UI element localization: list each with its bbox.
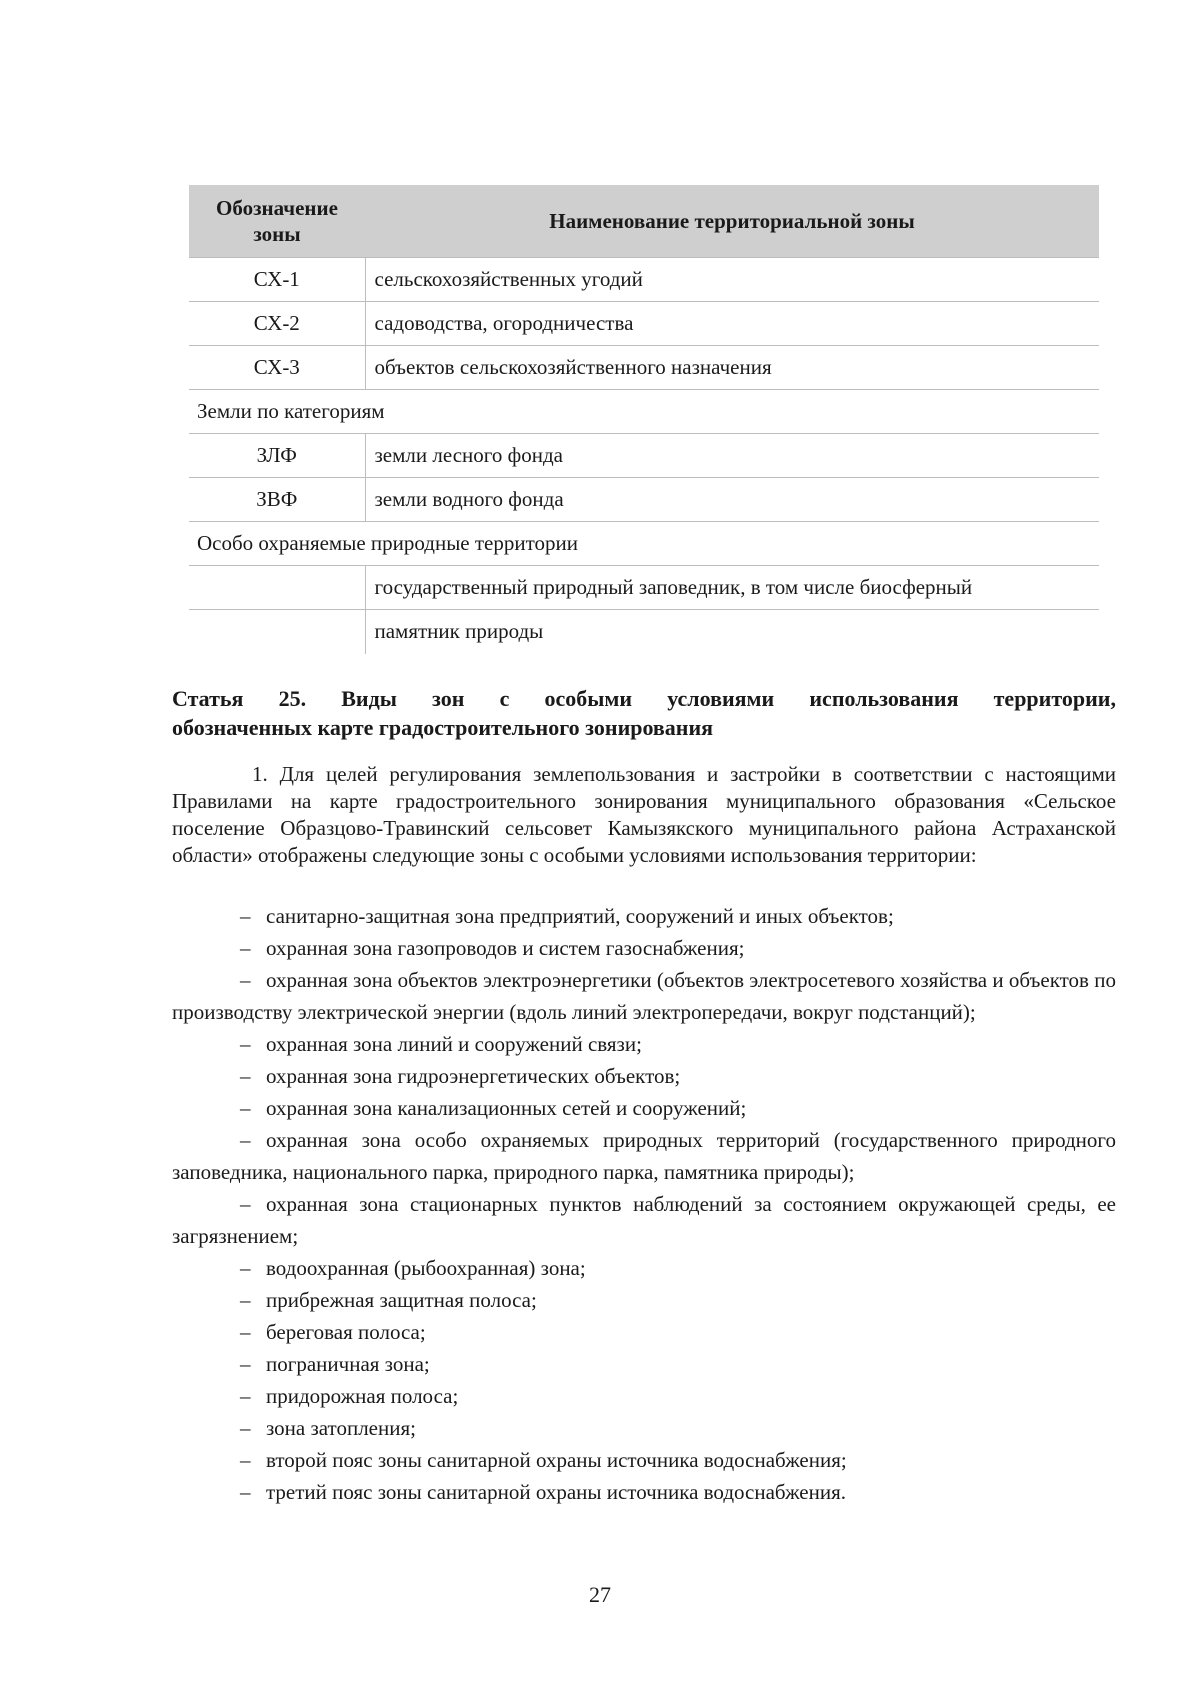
- zone-name: государственный природный заповедник, в том числе биосферный: [365, 566, 1099, 610]
- list-item: [172, 1316, 1116, 1348]
- title-word: Виды: [341, 686, 397, 711]
- table-row: [189, 478, 1099, 522]
- dash-marker: –: [240, 1384, 251, 1408]
- category-label: Земли по категориям: [189, 390, 1099, 434]
- list-item: [172, 1188, 1116, 1252]
- dash-marker: –: [240, 1480, 251, 1504]
- dash-marker: –: [240, 1192, 251, 1216]
- table-row: [189, 434, 1099, 478]
- list-item: [172, 1380, 1116, 1412]
- list-item-text: водоохранная (рыбоохранная) зона;: [266, 1256, 586, 1280]
- list-item-text: санитарно-защитная зона предприятий, сооружений и иных объектов;: [266, 904, 894, 928]
- list-item-text: охранная зона объектов электроэнергетики (объектов электросетевого хозяйства и объектов по производству электрической энергии (вдоль линий электропередачи, вокруг подстанций);: [172, 968, 1116, 1024]
- list-item-text: охранная зона гидроэнергетических объектов;: [266, 1064, 681, 1088]
- table-row: [189, 258, 1099, 302]
- page-number: 27: [589, 1582, 611, 1607]
- list-item-text: придорожная полоса;: [266, 1384, 459, 1408]
- dash-marker: –: [240, 1128, 251, 1152]
- zone-name: садоводства, огородничества: [365, 302, 1099, 346]
- list-item: [172, 932, 1116, 964]
- table-category-row: [189, 390, 1099, 434]
- dash-marker: –: [240, 1416, 251, 1440]
- dash-marker: –: [240, 936, 251, 960]
- list-item-text: охранная зона стационарных пунктов наблюдений за состоянием окружающей среды, ее загрязнением;: [172, 1192, 1116, 1248]
- list-item: [172, 1124, 1116, 1188]
- title-word: условиями: [667, 686, 775, 711]
- table-row: [189, 346, 1099, 390]
- title-word: 25.: [278, 686, 307, 711]
- title-word: использования: [809, 686, 959, 711]
- list-item: [172, 964, 1116, 1028]
- title-word: территории,: [993, 686, 1116, 711]
- dash-marker: –: [240, 904, 251, 928]
- list-item-text: второй пояс зоны санитарной охраны источника водоснабжения;: [266, 1448, 847, 1472]
- list-item: [172, 1060, 1116, 1092]
- zone-code: СХ-2: [189, 302, 365, 346]
- zone-name: земли водного фонда: [365, 478, 1099, 522]
- dash-marker: –: [240, 1064, 251, 1088]
- article-paragraph: [172, 761, 1116, 869]
- table-header-row: [189, 185, 1099, 258]
- dash-marker: –: [240, 1256, 251, 1280]
- list-item-text: третий пояс зоны санитарной охраны источника водоснабжения.: [266, 1480, 847, 1504]
- zone-code: ЗЛФ: [189, 434, 365, 478]
- article-title: [172, 684, 1116, 742]
- article-title-line1: [172, 684, 1116, 713]
- zone-code: СХ-3: [189, 346, 365, 390]
- dash-marker: –: [240, 1448, 251, 1472]
- zone-name: объектов сельскохозяйственного назначения: [365, 346, 1099, 390]
- list-item: [172, 1284, 1116, 1316]
- dash-marker: –: [240, 1288, 251, 1312]
- table-row: [189, 610, 1099, 654]
- list-item: [172, 900, 1116, 932]
- zones-table: [189, 185, 1099, 654]
- list-item-text: береговая полоса;: [266, 1320, 426, 1344]
- list-item-text: зона затопления;: [266, 1416, 416, 1440]
- article-title-line2: обозначенных карте градостроительного зонирования: [172, 715, 714, 740]
- header-zone-name: Наименование территориальной зоны: [365, 185, 1099, 258]
- title-word: с: [499, 686, 510, 711]
- title-word: Статья: [172, 686, 244, 711]
- list-item-text: охранная зона канализационных сетей и сооружений;: [266, 1096, 747, 1120]
- paragraph-text: 1. Для целей регулирования землепользования и застройки в соответствии с настоящими Правилами на карте градостроительного зонирования муниципального образования «Сельское поселение Образцово-Травинский сельсовет Камызякского муниципального района Астраханской области» отображены следующие зоны с особыми условиями использования территории:: [172, 762, 1116, 867]
- dash-marker: –: [240, 968, 251, 992]
- list-item: [172, 1252, 1116, 1284]
- list-item: [172, 1348, 1116, 1380]
- title-word: особыми: [544, 686, 633, 711]
- zone-name: памятник природы: [365, 610, 1099, 654]
- header-zone-code: Обозначение зоны: [189, 185, 365, 258]
- list-item: [172, 1444, 1116, 1476]
- list-item: [172, 1476, 1116, 1508]
- table-row: [189, 302, 1099, 346]
- table-body: [189, 258, 1099, 654]
- title-word: зон: [432, 686, 465, 711]
- zones-bullet-list: [172, 900, 1116, 1508]
- dash-marker: –: [240, 1032, 251, 1056]
- list-item-text: прибрежная защитная полоса;: [266, 1288, 537, 1312]
- list-item-text: охранная зона особо охраняемых природных территорий (государственного природного заповедника, национального парка, природного парка, памятника природы);: [172, 1128, 1116, 1184]
- zone-code: ЗВФ: [189, 478, 365, 522]
- dash-marker: –: [240, 1320, 251, 1344]
- list-item: [172, 1028, 1116, 1060]
- list-item: [172, 1412, 1116, 1444]
- zone-name: сельскохозяйственных угодий: [365, 258, 1099, 302]
- table-row: [189, 566, 1099, 610]
- dash-marker: –: [240, 1096, 251, 1120]
- list-item: [172, 1092, 1116, 1124]
- zone-code: СХ-1: [189, 258, 365, 302]
- list-item-text: охранная зона линий и сооружений связи;: [266, 1032, 642, 1056]
- zone-code: [189, 610, 365, 654]
- category-label: Особо охраняемые природные территории: [189, 522, 1099, 566]
- table-category-row: [189, 522, 1099, 566]
- zone-name: земли лесного фонда: [365, 434, 1099, 478]
- list-item-text: пограничная зона;: [266, 1352, 430, 1376]
- zone-code: [189, 566, 365, 610]
- list-item-text: охранная зона газопроводов и систем газоснабжения;: [266, 936, 745, 960]
- dash-marker: –: [240, 1352, 251, 1376]
